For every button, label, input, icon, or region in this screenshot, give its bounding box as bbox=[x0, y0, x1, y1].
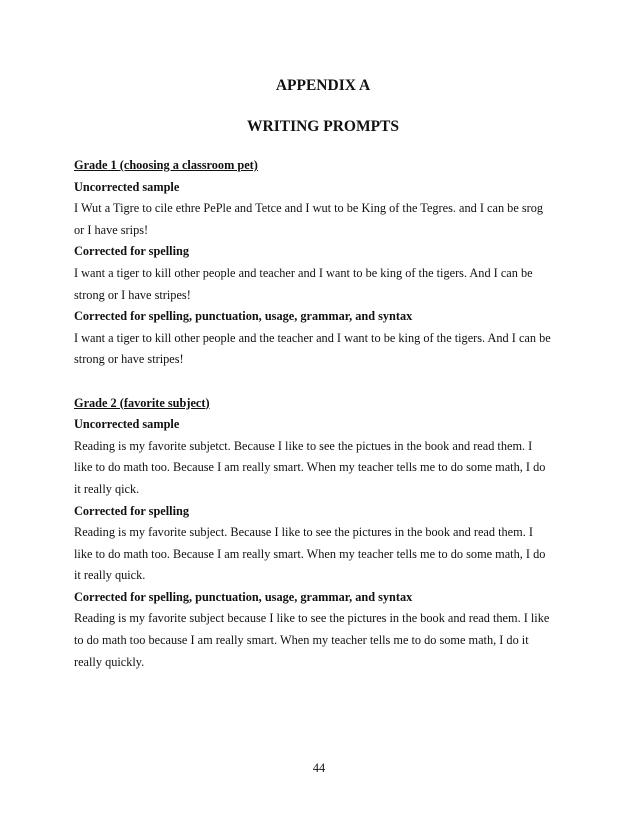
grade1-uncorrected-line: or I have srips! bbox=[74, 222, 149, 237]
grade2-full-correction-line: to do math too because I am really smart. When my teacher tells me to do some math, I do it bbox=[74, 633, 529, 648]
grade2-full-correction-label: Corrected for spelling, punctuation, usage, grammar, and syntax bbox=[74, 589, 413, 604]
grade1-full-correction-label: Corrected for spelling, punctuation, usage, grammar, and syntax bbox=[74, 309, 413, 324]
grade2-uncorrected-line: Reading is my favorite subjetct. Because I like to see the pictues in the book and read them. I bbox=[74, 438, 533, 453]
grade2-spelling-line: like to do math too. Because I am really smart. When my teacher tells me to do some math, I do bbox=[74, 546, 546, 561]
grade2-heading: Grade 2 (favorite subject) bbox=[74, 395, 210, 410]
grade2-uncorrected-label: Uncorrected sample bbox=[74, 417, 180, 432]
page-number: 44 bbox=[312, 761, 326, 775]
grade2-uncorrected-line: like to do math too. Because I am really smart. When my teacher tells me to do some math, I do bbox=[74, 460, 546, 475]
grade1-full-correction-line: I want a tiger to kill other people and the teacher and I want to be king of the tigers. And I can be bbox=[74, 330, 551, 345]
grade1-spelling-line: strong or I have stripes! bbox=[74, 287, 191, 302]
grade1-heading: Grade 1 (choosing a classroom pet) bbox=[74, 158, 258, 172]
grade2-full-correction-line: really quickly. bbox=[74, 654, 145, 669]
grade2-spelling-label: Corrected for spelling bbox=[74, 503, 189, 518]
section-title: WRITING PROMPTS bbox=[247, 118, 399, 135]
grade1-spelling-label: Corrected for spelling bbox=[74, 244, 189, 259]
appendix-title: APPENDIX A bbox=[275, 77, 371, 94]
grade1-uncorrected-label: Uncorrected sample bbox=[74, 179, 180, 194]
page-body bbox=[74, 155, 574, 673]
grade2-full-correction-line: Reading is my favorite subject because I like to see the pictures in the book and read them. I like bbox=[74, 611, 550, 626]
grade1-uncorrected-line: I Wut a Tigre to cile ethre PePle and Tetce and I wut to be King of the Tegres. and I can be srog bbox=[74, 201, 544, 216]
grade2-spelling-line: it really quick. bbox=[74, 568, 146, 583]
grade1-spelling-line: I want a tiger to kill other people and teacher and I want to be king of the tigers. And I can be bbox=[74, 265, 533, 280]
grade2-spelling-line: Reading is my favorite subject. Because I like to see the pictures in the book and read them. I bbox=[74, 525, 533, 540]
grade1-full-correction-line: strong or have stripes! bbox=[74, 352, 184, 367]
grade2-uncorrected-line: it really qick. bbox=[74, 481, 140, 496]
section-spacer bbox=[74, 371, 574, 393]
